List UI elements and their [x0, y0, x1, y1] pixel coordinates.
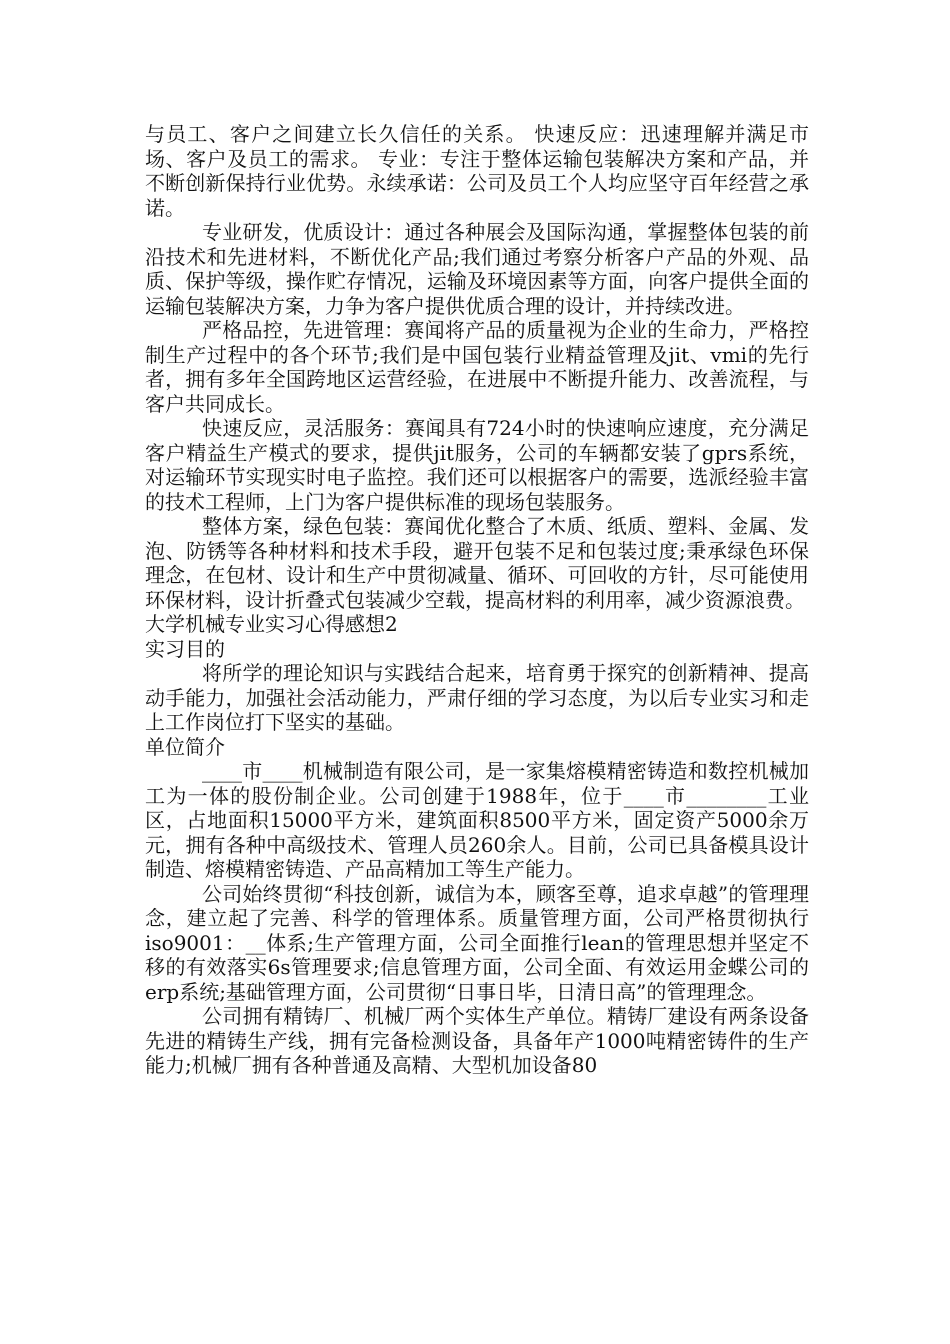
heading-company-profile: 单位简介	[145, 734, 225, 759]
paragraph-company-intro: ____市____机械制造有限公司，是一家集熔模精密铸造和数控机械加工为一体的股份制企业。公司创建于1988年，位于____市________工业区，占地面积15000平方米，建筑面积8500平方米，固定资产5000余万元，拥有各种中高级技术、管理人员260余人。目前，公司已具备模具设计制造、熔模精密铸造、产品高精加工等生产能力。	[145, 759, 809, 881]
paragraph-production-units: 公司拥有精铸厂、机械厂两个实体生产单位。精铸厂建设有两条设备先进的精铸生产线，拥有完备检测设备，具备年产1000吨精密铸件的生产能力;机械厂拥有各种普通及高精、大型机加设备80	[145, 1004, 809, 1077]
paragraph-management: 公司始终贯彻“科技创新，诚信为本，顾客至尊，追求卓越”的管理理念，建立起了完善、科学的管理体系。质量管理方面，公司严格贯彻执行iso9001：__体系;生产管理方面，公司全面推行lean的管理思想并坚定不移的有效落实6s管理要求;信息管理方面，公司全面、有效运用金蝶公司的erp系统;基础管理方面，公司贯彻“日事日毕，日清日高”的管理理念。	[145, 881, 809, 1004]
paragraph-green-packaging: 整体方案，绿色包装：赛闻优化整合了木质、纸质、塑料、金属、发泡、防锈等各种材料和技术手段，避开包装不足和包装过度;秉承绿色环保理念，在包材、设计和生产中贯彻减量、循环、可回收的方针，尽可能使用环保材料，设计折叠式包装减少空载，提高材料的利用率，减少资源浪费。	[145, 514, 809, 612]
section-title: 大学机械专业实习心得感想2	[145, 612, 398, 636]
document-page	[145, 122, 809, 1078]
paragraph-rd-design: 专业研发，优质设计：通过各种展会及国际沟通，掌握整体包装的前沿技术和先进材料，不断优化产品;我们通过考察分析客户产品的外观、品质、保护等级，操作贮存情况，运输及环境因素等方面，向客户提供全面的运输包装解决方案，力争为客户提供优质合理的设计，并持续改进。	[145, 220, 809, 318]
paragraph-fast-service: 快速反应，灵活服务：赛闻具有724小时的快速响应速度，充分满足客户精益生产模式的要求，提供jit服务，公司的车辆都安装了gprs系统，对运输环节实现实时电子监控。我们还可以根据客户的需要，选派经验丰富的技术工程师，上门为客户提供标准的现场包装服务。	[145, 416, 809, 514]
paragraph-values: 与员工、客户之间建立长久信任的关系。 快速反应：迅速理解并满足市场、客户及员工的需求。 专业：专注于整体运输包装解决方案和产品，并不断创新保持行业优势。永续承诺：公司及员工个人均应坚守百年经营之承诺。	[145, 122, 809, 220]
paragraph-quality-control: 严格品控，先进管理：赛闻将产品的质量视为企业的生命力，严格控制生产过程中的各个环节;我们是中国包装行业精益管理及jit、vmi的先行者，拥有多年全国跨地区运营经验，在进展中不断提升能力、改善流程，与客户共同成长。	[145, 318, 809, 416]
heading-internship-purpose: 实习目的	[145, 636, 225, 661]
paragraph-internship-purpose: 将所学的理论知识与实践结合起来，培育勇于探究的创新精神、提高动手能力，加强社会活动能力，严肃仔细的学习态度，为以后专业实习和走上工作岗位打下坚实的基础。	[145, 661, 809, 734]
